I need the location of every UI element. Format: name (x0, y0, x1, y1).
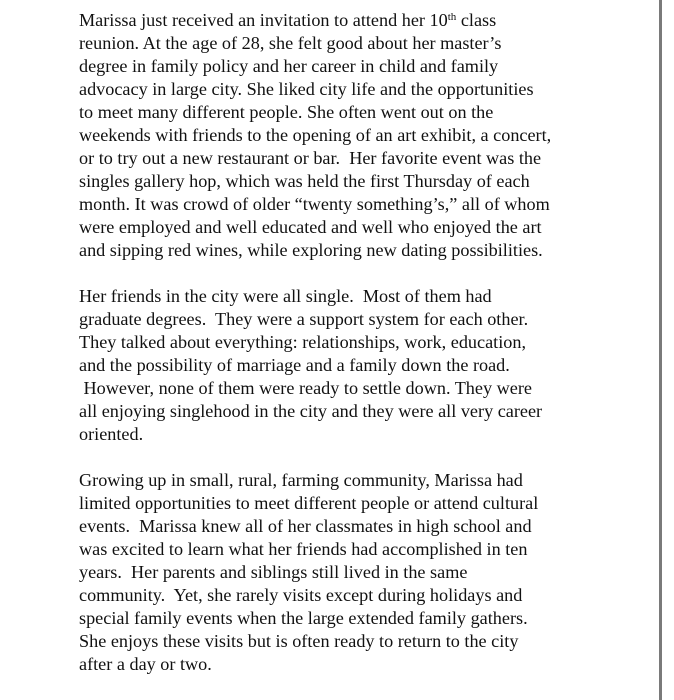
text-line: and the possibility of marriage and a family down the road. (79, 355, 510, 375)
text-line: were employed and well educated and well who enjoyed the art (79, 217, 542, 237)
document-body (79, 9, 619, 676)
text-line: to meet many different people. She often went out on the (79, 102, 494, 122)
text-line: events. Marissa knew all of her classmates in high school and (79, 516, 532, 536)
ordinal-suffix: th (447, 11, 457, 23)
text-line: degree in family policy and her career in child and family (79, 56, 499, 76)
paragraph-1 (79, 9, 619, 262)
text-line: years. Her parents and siblings still lived in the same (79, 562, 468, 582)
paragraph-spacer (79, 262, 619, 285)
text-line: weekends with friends to the opening of an art exhibit, a concert, (79, 125, 552, 145)
paragraph-3 (79, 469, 619, 676)
text-line: or to try out a new restaurant or bar. Her favorite event was the (79, 148, 542, 168)
text-line: community. Yet, she rarely visits except during holidays and (79, 585, 523, 605)
text-line: singles gallery hop, which was held the first Thursday of each (79, 171, 530, 191)
text-line: graduate degrees. They were a support system for each other. (79, 309, 529, 329)
text-line: limited opportunities to meet different people or attend cultural (79, 493, 539, 513)
text-line: However, none of them were ready to settle down. They were (79, 378, 532, 398)
text-line: Marissa just received an invitation to attend her 10th class (79, 10, 497, 30)
text-line: advocacy in large city. She liked city life and the opportunities (79, 79, 534, 99)
text-line: reunion. At the age of 28, she felt good about her master’s (79, 33, 502, 53)
text-line: month. It was crowd of older “twenty something’s,” all of whom (79, 194, 550, 214)
text-line: Growing up in small, rural, farming community, Marissa had (79, 470, 523, 490)
paragraph-2 (79, 285, 619, 446)
text-line: She enjoys these visits but is often ready to return to the city (79, 631, 519, 651)
paragraph-spacer (79, 446, 619, 469)
text-line: oriented. (79, 424, 144, 444)
text-line: They talked about everything: relationships, work, education, (79, 332, 526, 352)
text-line: all enjoying singlehood in the city and they were all very career (79, 401, 543, 421)
page-edge-divider (659, 0, 662, 700)
text-line: special family events when the large extended family gathers. (79, 608, 528, 628)
text-line: was excited to learn what her friends had accomplished in ten (79, 539, 528, 559)
text-line: Her friends in the city were all single. Most of them had (79, 286, 492, 306)
text-line: and sipping red wines, while exploring new dating possibilities. (79, 240, 543, 260)
text-line: after a day or two. (79, 654, 212, 674)
